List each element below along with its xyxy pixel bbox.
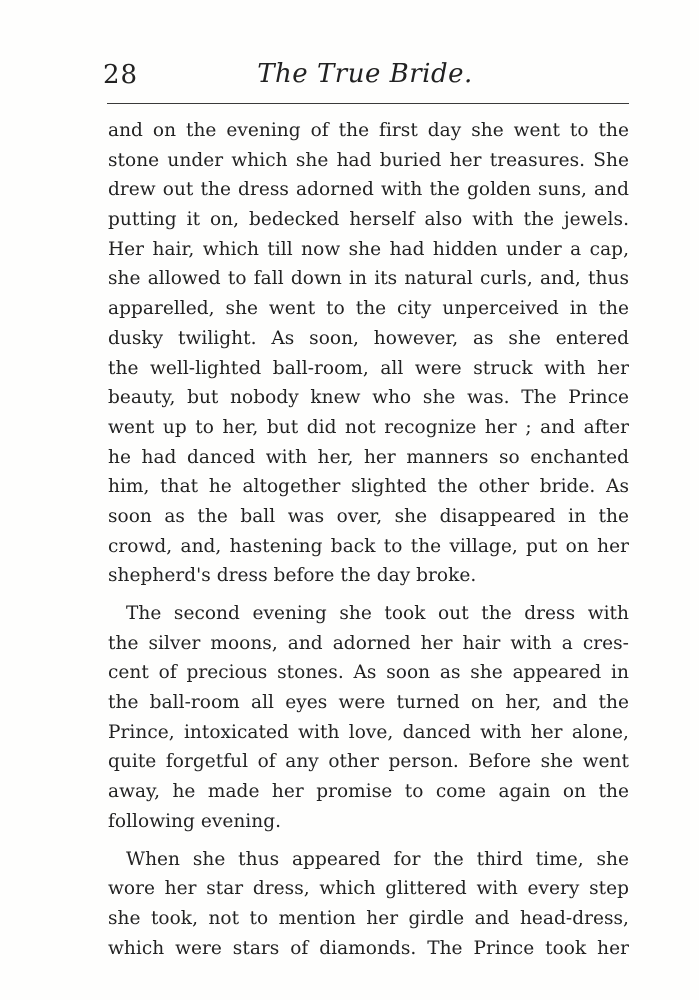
text-line: Prince, intoxicated with love, danced with her alone, — [108, 721, 629, 743]
text-line: The second evening she took out the dress with — [126, 603, 629, 624]
text-line: stone under which she had buried her treasures. She — [108, 149, 629, 171]
text-line: the silver moons, and adorned her hair with a cres- — [108, 632, 629, 654]
text-line: drew out the dress adorned with the golden suns, and — [108, 179, 629, 201]
body-text — [108, 116, 629, 963]
text-line: quite forgetful of any other person. Before she went — [108, 751, 629, 773]
text-line: putting it on, bedecked herself also with the jewels. — [108, 209, 629, 231]
running-title: The True Bride. — [257, 59, 473, 89]
text-line: dusky twilight. As soon, however, as she entered — [108, 327, 629, 349]
text-line: the ball-room all eyes were turned on her, and the — [108, 692, 629, 714]
text-line: the well-lighted ball-room, all were struck with her — [108, 357, 629, 379]
paragraph-1 — [108, 116, 629, 591]
text-line: apparelled, she went to the city unperceived in the — [108, 298, 629, 320]
text-line: following evening. — [108, 810, 282, 832]
text-line: soon as the ball was over, she disappeared in the — [108, 505, 629, 527]
text-line: When she thus appeared for the third time, she — [126, 848, 629, 870]
text-line: shepherd's dress before the day broke. — [108, 565, 477, 587]
paragraph-gap — [108, 837, 629, 845]
text-line: wore her star dress, which glittered with every step — [108, 878, 629, 900]
text-line: cent of precious stones. As soon as she appeared in — [108, 662, 629, 684]
text-line: he had danced with her, her manners so enchanted — [108, 446, 629, 468]
text-line: which were stars of diamonds. The Prince took her — [108, 937, 629, 959]
text-line: went up to her, but did not recognize her ; and after — [108, 416, 629, 438]
paragraph-gap — [108, 591, 629, 599]
text-line: away, he made her promise to come again on the — [108, 781, 629, 803]
paragraph-3 — [108, 845, 629, 964]
page-header — [100, 56, 630, 96]
header-rule — [107, 103, 629, 104]
text-line: and on the evening of the first day she went to the — [108, 120, 629, 141]
text-line: beauty, but nobody knew who she was. The Prince — [108, 387, 629, 409]
text-line: Her hair, which till now she had hidden under a cap, — [108, 238, 629, 260]
text-line: she allowed to fall down in its natural curls, and, thus — [108, 268, 629, 290]
text-line: she took, not to mention her girdle and head-dress, — [108, 907, 629, 929]
paragraph-2 — [108, 599, 629, 837]
page-number: 28 — [103, 60, 139, 90]
text-line: him, that he altogether slighted the other bride. As — [108, 476, 629, 498]
text-line: crowd, and, hastening back to the village, put on her — [108, 535, 629, 557]
